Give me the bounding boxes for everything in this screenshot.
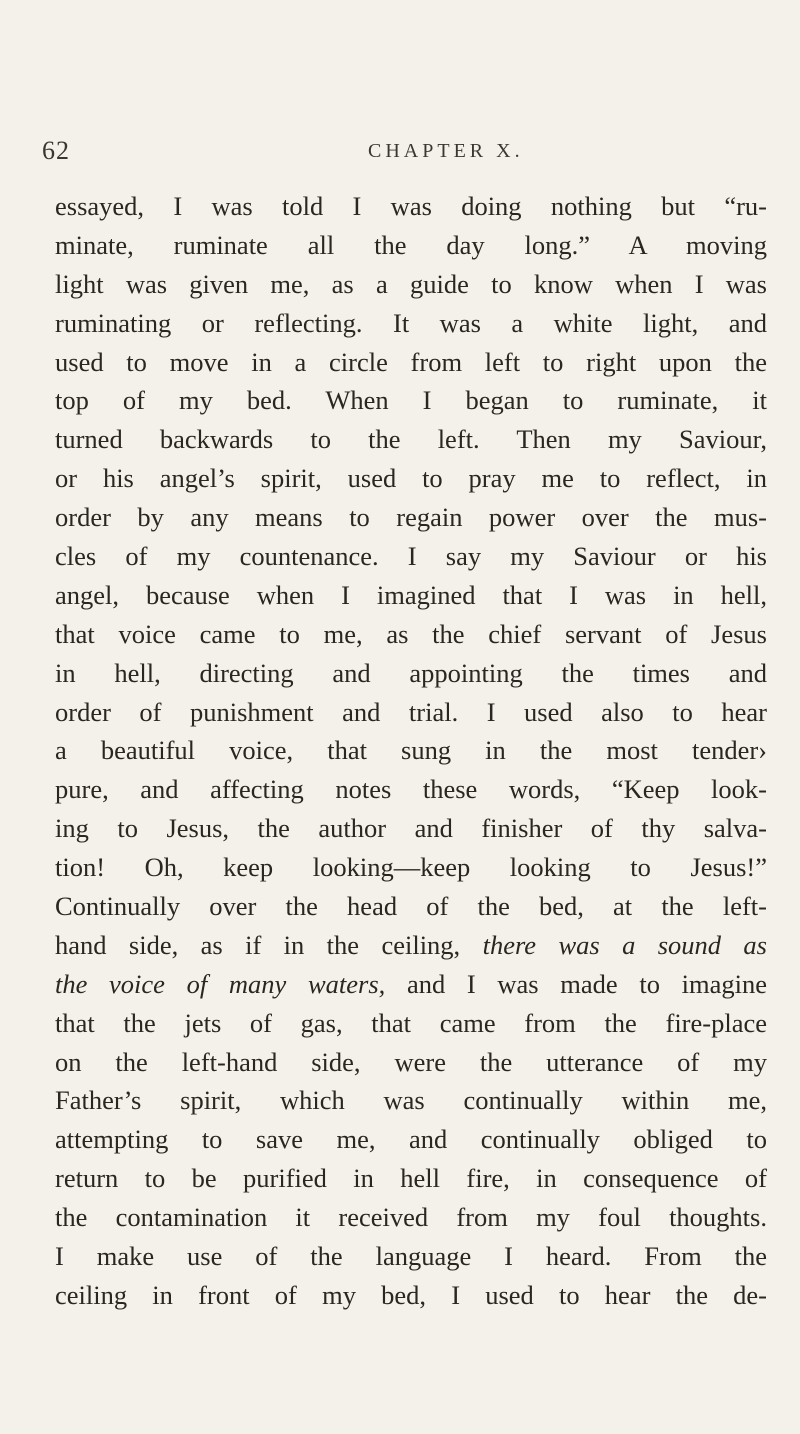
- body-text: [55, 187, 767, 1315]
- chapter-heading: CHAPTER X.: [368, 140, 524, 162]
- text-line: minate, ruminate all the day long.” A moving: [55, 229, 767, 260]
- text-line-with-italic: [55, 926, 767, 965]
- text-line: Father’s spirit, which was continually within me,: [55, 1085, 767, 1116]
- text-line: tion! Oh, keep looking—keep looking to Jesus!”: [55, 852, 767, 883]
- text-line: angel, because when I imagined that I was in hell,: [55, 579, 767, 610]
- text-line: used to move in a circle from left to right upon the: [55, 346, 767, 377]
- text-line: top of my bed. When I began to ruminate, it: [55, 385, 767, 416]
- text-line: I make use of the language I heard. From the: [55, 1241, 767, 1272]
- text-segment: and I was made to imagine: [385, 968, 767, 999]
- running-head: [42, 136, 782, 170]
- text-line: that voice came to me, as the chief servant of Jesus: [55, 618, 767, 649]
- text-line-with-italic: [55, 965, 767, 1004]
- text-line: ing to Jesus, the author and finisher of thy salva-: [55, 813, 767, 844]
- text-line: the contamination it received from my foul thoughts.: [55, 1202, 767, 1233]
- text-line: order of punishment and trial. I used also to hear: [55, 696, 767, 727]
- text-line: or his angel’s spirit, used to pray me to reflect, in: [55, 463, 767, 494]
- text-line: attempting to save me, and continually obliged to: [55, 1124, 767, 1155]
- italic-phrase: the voice of many waters,: [55, 968, 386, 999]
- text-line: turned backwards to the left. Then my Saviour,: [55, 424, 767, 455]
- text-line: ruminating or reflecting. It was a white light, and: [55, 307, 767, 338]
- page-number: 62: [42, 136, 70, 165]
- italic-phrase: there was a sound as: [482, 929, 767, 960]
- text-line: a beautiful voice, that sung in the most tender›: [55, 735, 767, 766]
- text-line: in hell, directing and appointing the times and: [55, 657, 767, 688]
- text-line: cles of my countenance. I say my Saviour or his: [55, 541, 767, 572]
- text-line: return to be purified in hell fire, in consequence of: [55, 1163, 767, 1194]
- text-line: ceiling in front of my bed, I used to hear the de-: [55, 1279, 767, 1310]
- text-segment: hand side, as if in the ceiling,: [55, 929, 483, 960]
- text-line: on the left-hand side, were the utterance of my: [55, 1046, 767, 1077]
- text-line: light was given me, as a guide to know when I was: [55, 268, 767, 299]
- text-line: Continually over the head of the bed, at the left-: [55, 891, 767, 922]
- text-line: order by any means to regain power over the mus-: [55, 502, 767, 533]
- text-line: that the jets of gas, that came from the fire-place: [55, 1007, 767, 1038]
- text-line: pure, and affecting notes these words, “Keep look-: [55, 774, 767, 805]
- text-line: essayed, I was told I was doing nothing but “ru-: [55, 191, 767, 221]
